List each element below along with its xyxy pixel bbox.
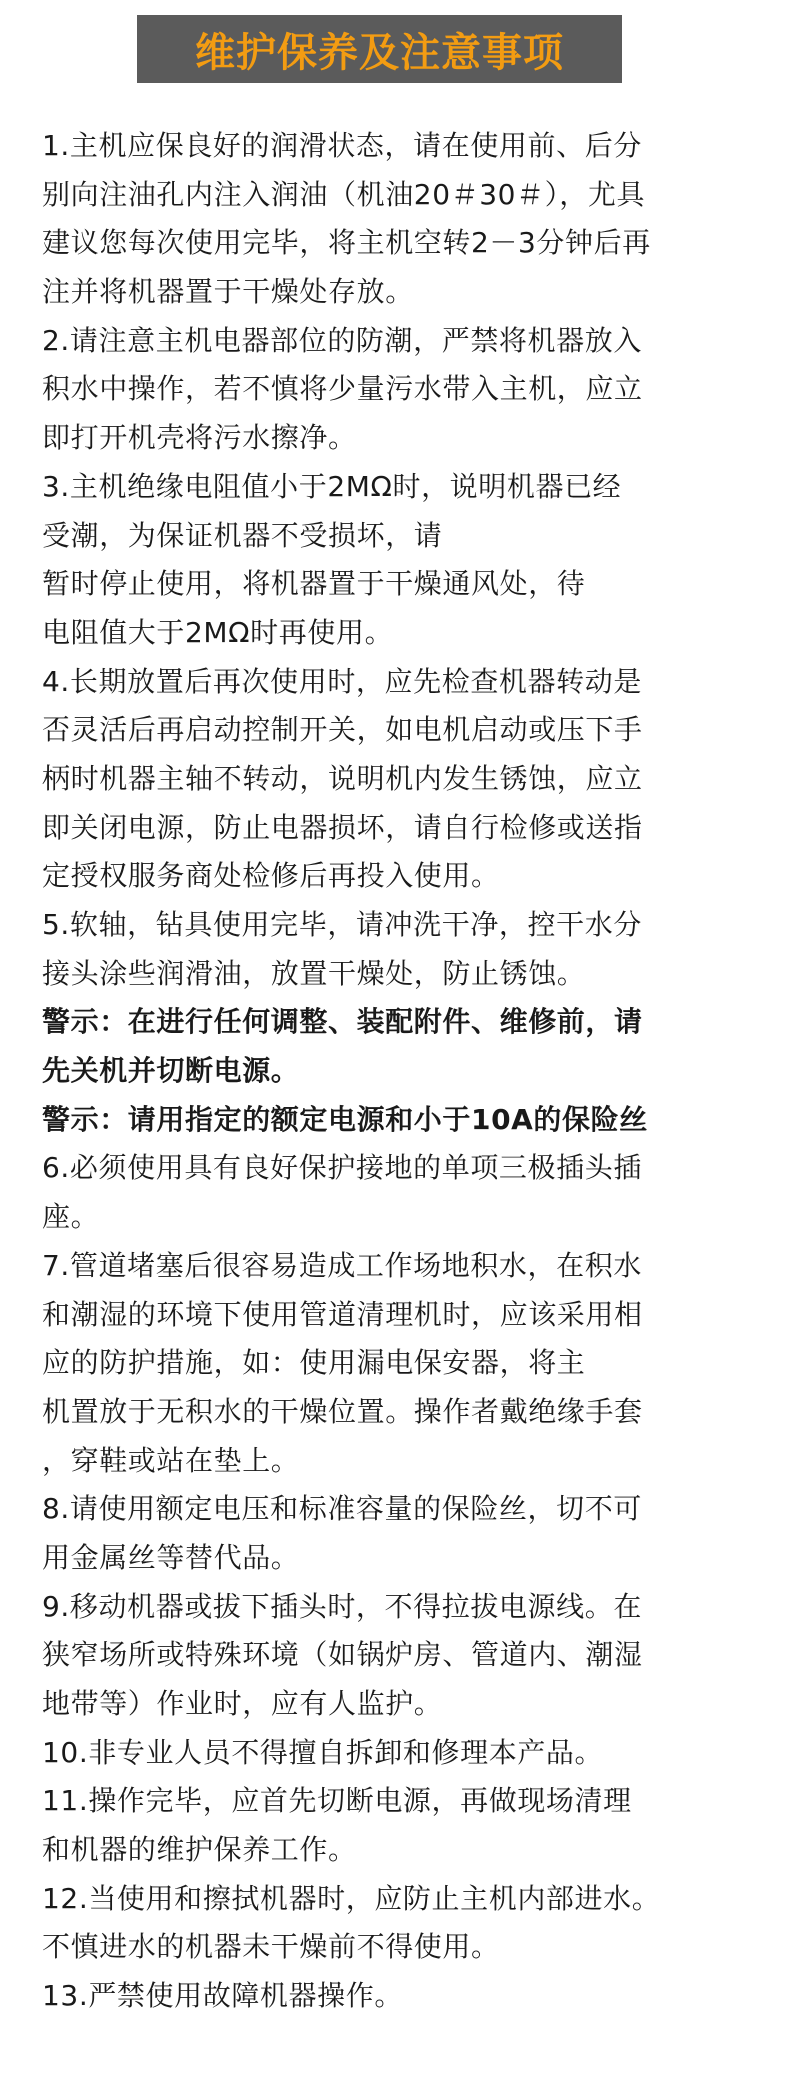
instruction-line: 定授权服务商处检修后再投入使用。 <box>42 859 500 893</box>
title-banner <box>137 15 622 83</box>
instruction-line: 用金属丝等替代品。 <box>42 1540 300 1574</box>
instruction-line: 接头涂些润滑油，放置干燥处，防止锈蚀。 <box>42 956 586 990</box>
instruction-line: 否灵活后再启动控制开关，如电机启动或压下手 <box>42 713 643 747</box>
instruction-line: 和机器的维护保养工作。 <box>42 1833 357 1867</box>
instruction-line: 应的防护措施，如：使用漏电保安器，将主 <box>42 1346 586 1380</box>
instruction-line: 柄时机器主轴不转动，说明机内发生锈蚀，应立 <box>42 761 643 795</box>
instruction-line: 1.主机应保良好的润滑状态，请在使用前、后分 <box>42 129 642 162</box>
instruction-line: 12.当使用和擦拭机器时，应防止主机内部进水。 <box>42 1881 661 1915</box>
instruction-line: 积水中操作，若不慎将少量污水带入主机，应立 <box>42 372 643 406</box>
instruction-line: 9.移动机器或拔下插头时，不得拉拔电源线。在 <box>42 1589 642 1623</box>
instruction-line: 11.操作完毕，应首先切断电源，再做现场清理 <box>42 1784 632 1818</box>
instruction-line: 别向注油孔内注入润油（机油20＃30＃），尤具 <box>42 177 646 211</box>
instruction-line: 7.管道堵塞后很容易造成工作场地积水，在积水 <box>42 1248 642 1282</box>
instruction-line: 3.主机绝缘电阻值小于2MΩ时，说明机器已经 <box>42 469 622 503</box>
warning-line: 警示：在进行任何调整、装配附件、维修前，请 <box>42 1005 643 1039</box>
instruction-line: 电阻值大于2MΩ时再使用。 <box>42 615 394 649</box>
warning-line: 先关机并切断电源。 <box>42 1054 300 1088</box>
instruction-line: 注并将机器置于干燥处存放。 <box>42 275 414 309</box>
instruction-line: ，穿鞋或站在垫上。 <box>42 1443 300 1477</box>
instruction-line: 4.长期放置后再次使用时，应先检查机器转动是 <box>42 664 642 698</box>
instruction-line: 狭窄场所或特殊环境（如锅炉房、管道内、潮湿 <box>42 1638 643 1672</box>
instruction-line: 10.非专业人员不得擅自拆卸和修理本产品。 <box>42 1735 604 1769</box>
instruction-line: 即打开机壳将污水擦净。 <box>42 421 357 455</box>
instruction-line: 6.必须使用具有良好保护接地的单项三极插头插 <box>42 1151 642 1185</box>
instruction-line: 暂时停止使用，将机器置于干燥通风处，待 <box>42 567 586 601</box>
instruction-line: 机置放于无积水的干燥位置。操作者戴绝缘手套 <box>42 1394 643 1428</box>
page-title: 维护保养及注意事项 <box>195 29 564 76</box>
instructions-body <box>42 122 762 2021</box>
instruction-line: 和潮湿的环境下使用管道清理机时，应该采用相 <box>42 1297 643 1331</box>
instruction-line: 2.请注意主机电器部位的防潮，严禁将机器放入 <box>42 323 642 357</box>
instruction-line: 即关闭电源，防止电器损坏，请自行检修或送指 <box>42 810 643 844</box>
instruction-line: 不慎进水的机器未干燥前不得使用。 <box>42 1930 500 1964</box>
instruction-line: 地带等）作业时，应有人监护。 <box>42 1687 443 1720</box>
instruction-line: 5.软轴，钻具使用完毕，请冲洗干净，控干水分 <box>42 908 642 941</box>
instruction-line: 座。 <box>42 1200 100 1234</box>
instruction-line: 13.严禁使用故障机器操作。 <box>42 1979 403 2013</box>
warning-line: 警示：请用指定的额定电源和小于10A的保险丝 <box>42 1102 648 1136</box>
instruction-line: 8.请使用额定电压和标准容量的保险丝，切不可 <box>42 1492 642 1526</box>
instruction-line: 建议您每次使用完毕，将主机空转2－3分钟后再 <box>42 226 651 260</box>
instruction-line: 受潮，为保证机器不受损坏，请 <box>42 518 443 552</box>
